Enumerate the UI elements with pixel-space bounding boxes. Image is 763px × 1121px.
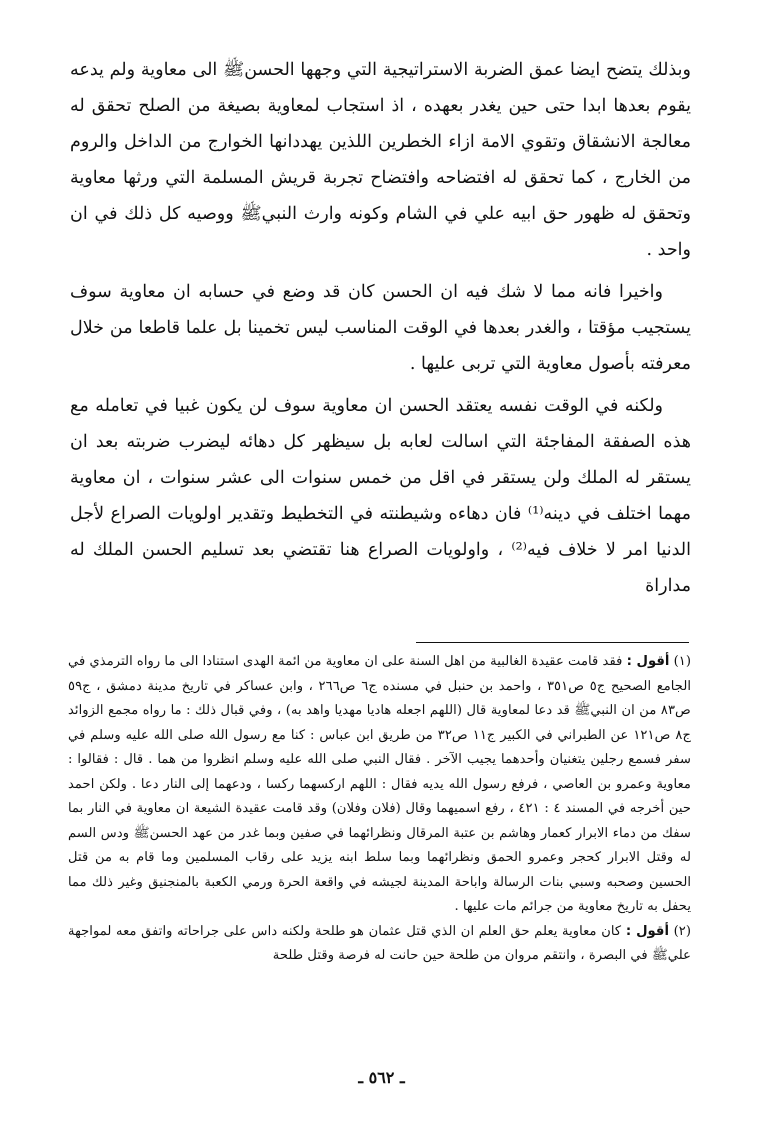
footnote-2 <box>68 920 691 969</box>
paragraph-1: وبذلك يتضح ايضا عمق الضربة الاستراتيجية التي وجهها الحسنﷺ الى معاوية ولم يدعه يقوم بعدها ابدا حتى حين يغدر بعهده ، اذ استجاب لمعاوية بصيغة من الصلح تحقق له معالجة الانشقاق وتقوي الامة ازاء الخطرين اللذين يهددانها الخوارج من الداخل والروم من الخارج ، كما تحقق له افتضاحه وافتضاح تجربة قريش المسلمة التي ورثها معاوية وتحقق له ظهور حق ابيه علي في الشام وكونه وارث النبيﷺ ووصيه كل ذلك في ان واحد . <box>70 60 691 260</box>
footnote-1-text: فقد قامت عقيدة الغالبية من اهل السنة على ان معاوية من ائمة الهدى استنادا الى ما رواه الترمذي في الجامع الصحيح ج٥ ص٣٥١ ، واحمد بن حنبل في مسنده ج٦ ص٢٦٦ ، وابن عساكر في تاريخ مدينة دمشق ، ج٥٩ ص٨٣ من ان النبيﷺ قد دعا لمعاوية قال (اللهم اجعله هاديا مهديا واهد به) ، وفي قبال ذلك : ما رواه مجمع الزوائد ج٨ ص١٢١ عن الطبراني في الكبير ج١١ ص٣٢ من طريق ابن عباس : كنا مع رسول الله صلى الله عليه وسلم في سفر فسمع رجلين يتغنيان وأحدهما يجيب الآخر . فقال النبي صلى الله عليه وسلم انظروا من هما . قال : فقالوا : معاوية وعمرو بن العاصي ، فرفع رسول الله يديه فقال : اللهم اركسهما ركسا ، ودعهما إلى النار دعا . ولكن احمد حين أخرجه في المسند ٤ : ٤٢١ ، رفع اسميهما وقال (فلان وفلان) وقد قامت عقيدة الشيعة ان معاوية في النار بما سفك من دماء الابرار كعمار وهاشم بن عتبة المرقال ونظرائهما في صفين وبما غدر من عهد الحسنﷺ ودس السم له وقتل الابرار كحجر وعمرو الحمق ونظرائهما وبما سلط ابنه يزيد على رقاب المسلمين وما قام به من قتل الحسين وصحبه وسبي بنات الرسالة واباحة المدينة لجيشه في واقعة الحرة ورمي الكعبة بالمنجنيق وغير ذلك مما يحفل به تاريخ معاوية من جرائم مات عليها . <box>68 654 692 914</box>
footnote-1 <box>68 650 691 920</box>
paragraph-2: واخيرا فانه مما لا شك فيه ان الحسن كان قد وضع في حسابه ان معاوية سوف يستجيب مؤقتا ، والغدر بعدها في الوقت المناسب ليس تخمينا بل علما قاطعا من خلال معرفته بأصول معاوية التي تربى عليها . <box>70 282 691 374</box>
page-number: ـ ٥٦٢ ـ <box>358 1068 405 1087</box>
main-text <box>70 52 691 610</box>
footnote-2-text: كان معاوية يعلم حق العلم ان الذي قتل عثمان هو طلحة ولكنه داس على جراحاته واتفق معه لمواجهة عليﷺ في البصرة ، وانتقم مروان من طلحة حين حانت له فرصة وقتل طلحة <box>68 923 691 963</box>
footnote-1-label: أقول : <box>626 654 670 669</box>
footnotes <box>68 650 691 969</box>
footnote-1-marker: (١) <box>673 654 691 669</box>
footnote-2-label: أقول : <box>625 923 669 939</box>
footnote-separator <box>416 642 689 643</box>
paragraph-3: ولكنه في الوقت نفسه يعتقد الحسن ان معاوية سوف لن يكون غبيا في تعامله مع هذه الصفقة المفاجئة التي اسالت لعابه بل سيظهر كل دهائه ليضرب ضربته بعد ان يستقر له الملك ولن يستقر في اقل من خمس سنوات الى عشر سنوات ، ان معاوية مهما اختلف في دينه⁽¹⁾ فان دهاءه وشيطنته في التخطيط وتقدير اولويات الصراع لأجل الدنيا امر لا خلاف فيه⁽²⁾ ، واولويات الصراع هنا تقتضي بعد تسليم الحسن الملك له مداراة <box>70 396 691 596</box>
footnote-2-marker: (٢) <box>673 923 691 939</box>
